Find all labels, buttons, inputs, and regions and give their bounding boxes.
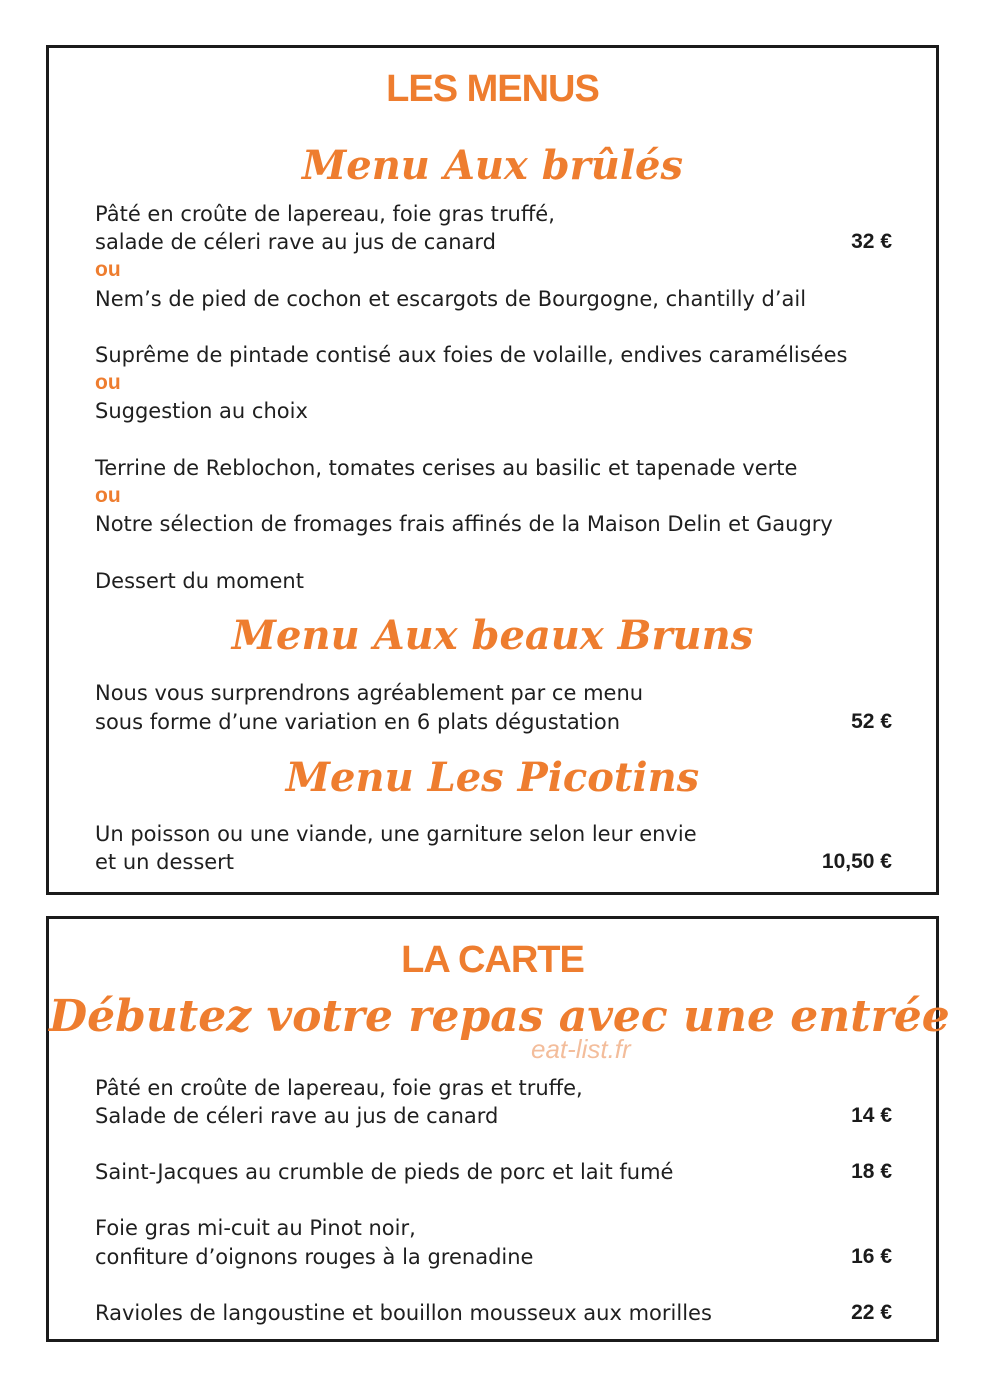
carte-item-line: Foie gras mi-cuit au Pinot noir, <box>95 1216 416 1240</box>
menu-item-line: Un poisson ou une viande, une garniture selon leur envie <box>95 822 697 846</box>
carte-section <box>46 916 950 1342</box>
carte-item-price: 18 € <box>851 1160 892 1183</box>
or-separator: ou <box>95 371 121 394</box>
menu-beaux-bruns-title: Menu Aux beaux Bruns <box>231 612 754 659</box>
watermark: eat-list.fr <box>531 1034 631 1064</box>
menu-item-line: Terrine de Reblochon, tomates cerises au basilic et tapenade verte <box>95 456 798 480</box>
menu-picotins-price: 10,50 € <box>821 850 892 873</box>
menu-aux-brules-title: Menu Aux brûlés <box>302 142 683 189</box>
menus-title: LES MENUS <box>386 68 599 110</box>
carte-subtitle: Débutez votre repas avec une entrée <box>49 991 950 1042</box>
carte-item-line: Saint-Jacques au crumble de pieds de porc et lait fumé <box>95 1160 674 1184</box>
menu-aux-brules-price: 32 € <box>851 230 892 253</box>
carte-item-line: Ravioles de langoustine et bouillon mousseux aux morilles <box>95 1301 712 1325</box>
carte-item-line: Pâté en croûte de lapereau, foie gras et truffe, <box>95 1076 583 1100</box>
menu-item-line: Nous vous surprendrons agréablement par ce menu <box>95 681 644 705</box>
menu-item-line: et un dessert <box>95 850 235 874</box>
carte-title: LA CARTE <box>401 939 584 981</box>
menu-item-line: Suggestion au choix <box>95 399 308 423</box>
carte-item-price: 14 € <box>851 1104 892 1127</box>
menu-item-line: Nem’s de pied de cochon et escargots de Bourgogne, chantilly d’ail <box>95 287 807 311</box>
menu-item-line: salade de céleri rave au jus de canard <box>95 230 496 254</box>
menu-item-line: Dessert du moment <box>95 569 304 593</box>
menu-item-line: Suprême de pintade contisé aux foies de volaille, endives caramélisées <box>95 343 848 367</box>
carte-item-line: confiture d’oignons rouges à la grenadine <box>95 1245 534 1269</box>
carte-item-line: Salade de céleri rave au jus de canard <box>95 1104 499 1128</box>
or-separator: ou <box>95 484 121 507</box>
menu-beaux-bruns-price: 52 € <box>851 710 892 733</box>
carte-item-price: 22 € <box>851 1301 892 1324</box>
menu-item-line: sous forme d’une variation en 6 plats dégustation <box>95 710 621 734</box>
menus-section <box>46 45 939 895</box>
menu-item-line: Notre sélection de fromages frais affinés de la Maison Delin et Gaugry <box>95 512 833 536</box>
carte-item-price: 16 € <box>851 1245 892 1268</box>
menu-item-line: Pâté en croûte de lapereau, foie gras truffé, <box>95 202 555 226</box>
or-separator: ou <box>95 258 121 281</box>
menu-picotins-title: Menu Les Picotins <box>285 754 700 801</box>
